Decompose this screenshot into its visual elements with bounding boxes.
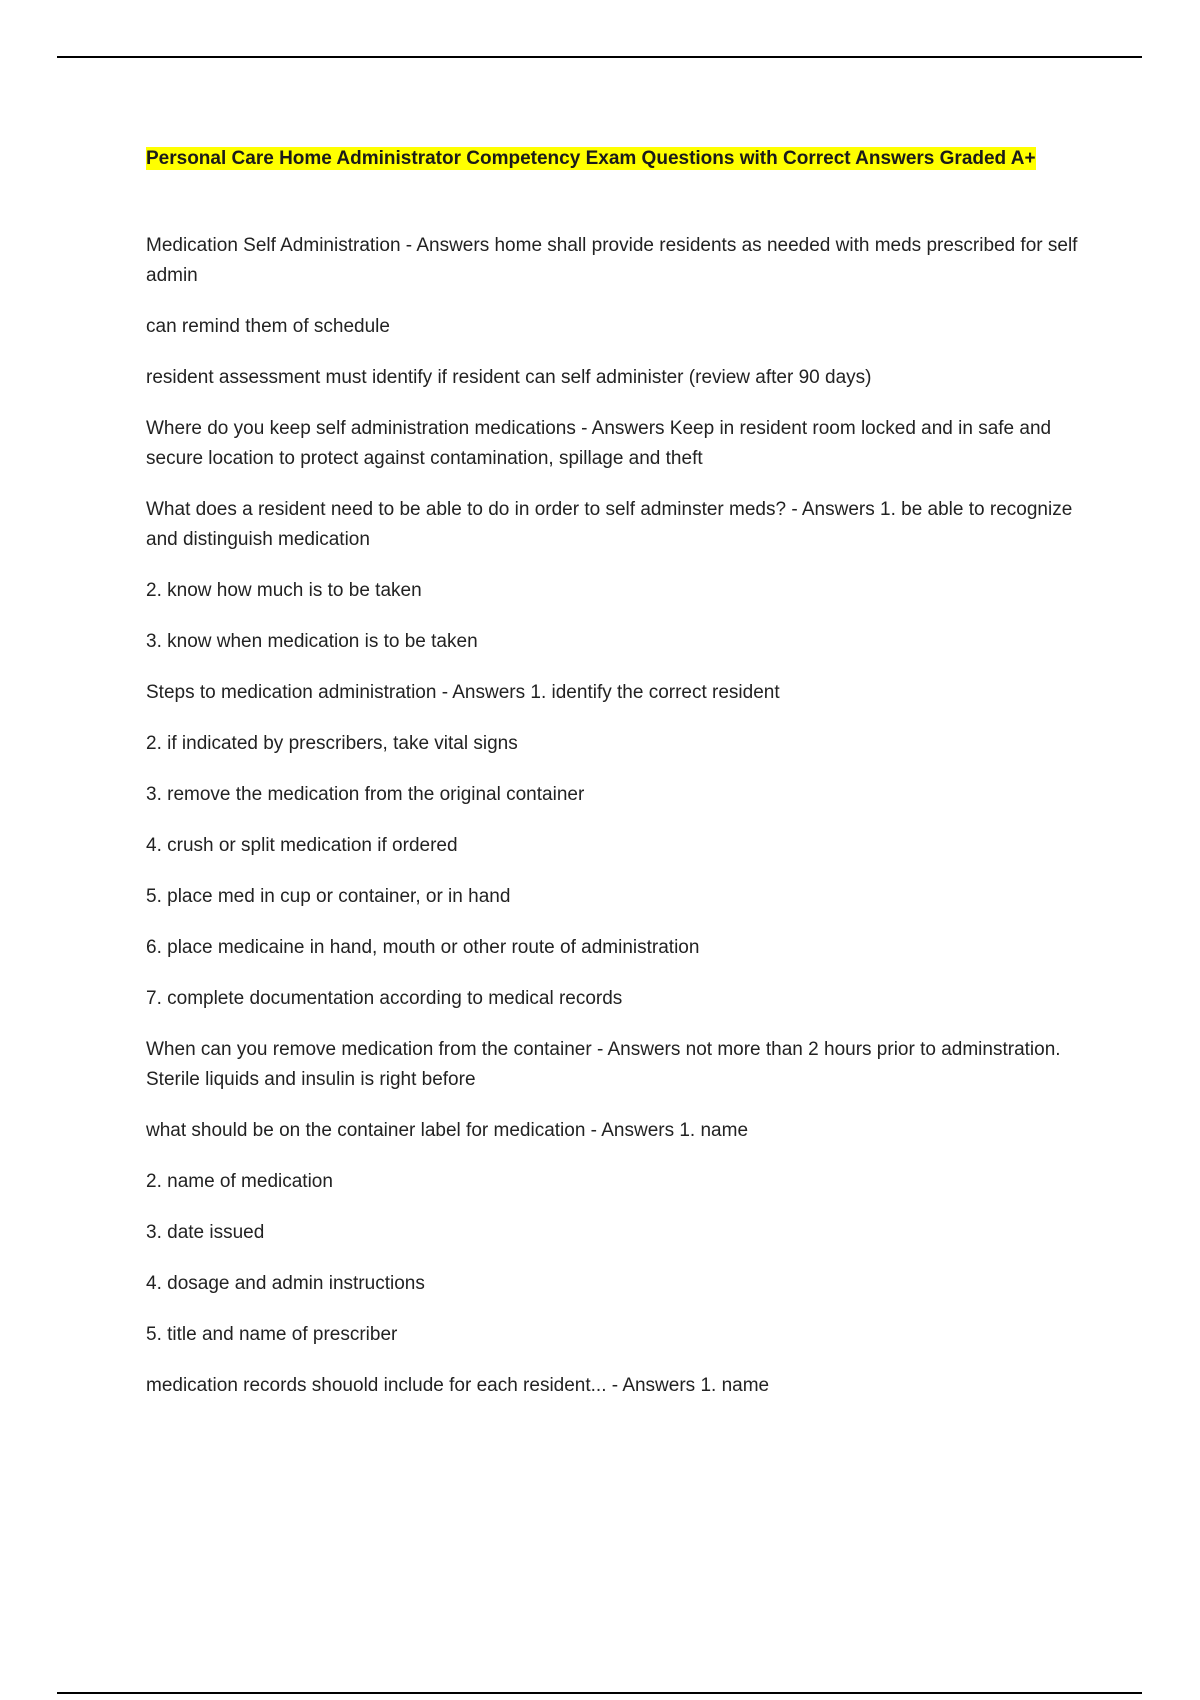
- paragraph: 6. place medicaine in hand, mouth or other route of administration: [146, 937, 700, 958]
- paragraph: 2. name of medication: [146, 1171, 333, 1192]
- paragraph: medication records shouold include for each resident... - Answers 1. name: [146, 1375, 770, 1396]
- paragraph: what should be on the container label for medication - Answers 1. name: [146, 1120, 749, 1141]
- paragraph: 3. remove the medication from the original container: [146, 784, 585, 805]
- paragraph: 2. if indicated by prescribers, take vital signs: [146, 733, 518, 754]
- paragraph: What does a resident need to be able to do in order to self adminster meds? - Answers 1. be able to recognize and distinguish medication: [146, 499, 1073, 550]
- paragraph: When can you remove medication from the container - Answers not more than 2 hours prior to adminstration. Sterile liquids and insulin is right before: [146, 1039, 1061, 1090]
- paragraph: resident assessment must identify if resident can self administer (review after 90 days): [146, 367, 872, 388]
- paragraph: Where do you keep self administration medications - Answers Keep in resident room locked and in safe and secure location to protect against contamination, spillage and theft: [146, 418, 1052, 469]
- paragraph: 7. complete documentation according to medical records: [146, 988, 623, 1009]
- paragraph: 5. title and name of prescriber: [146, 1324, 398, 1345]
- document-title: Personal Care Home Administrator Competency Exam Questions with Correct Answers Graded A+: [146, 148, 1036, 169]
- paragraph: can remind them of schedule: [146, 316, 390, 337]
- paragraph: 3. know when medication is to be taken: [146, 631, 478, 652]
- paragraph: 2. know how much is to be taken: [146, 580, 422, 601]
- paragraph: 5. place med in cup or container, or in hand: [146, 886, 511, 907]
- document-body: [146, 146, 1086, 1422]
- footer-rule: [57, 1692, 1142, 1694]
- paragraph: Steps to medication administration - Answers 1. identify the correct resident: [146, 682, 780, 703]
- paragraph: 4. dosage and admin instructions: [146, 1273, 425, 1294]
- paragraph: 3. date issued: [146, 1222, 265, 1243]
- title-block: [146, 146, 1086, 172]
- paragraph: Medication Self Administration - Answers home shall provide residents as needed with meds prescribed for self admin: [146, 235, 1078, 286]
- header-rule: [57, 56, 1142, 58]
- paragraph: 4. crush or split medication if ordered: [146, 835, 458, 856]
